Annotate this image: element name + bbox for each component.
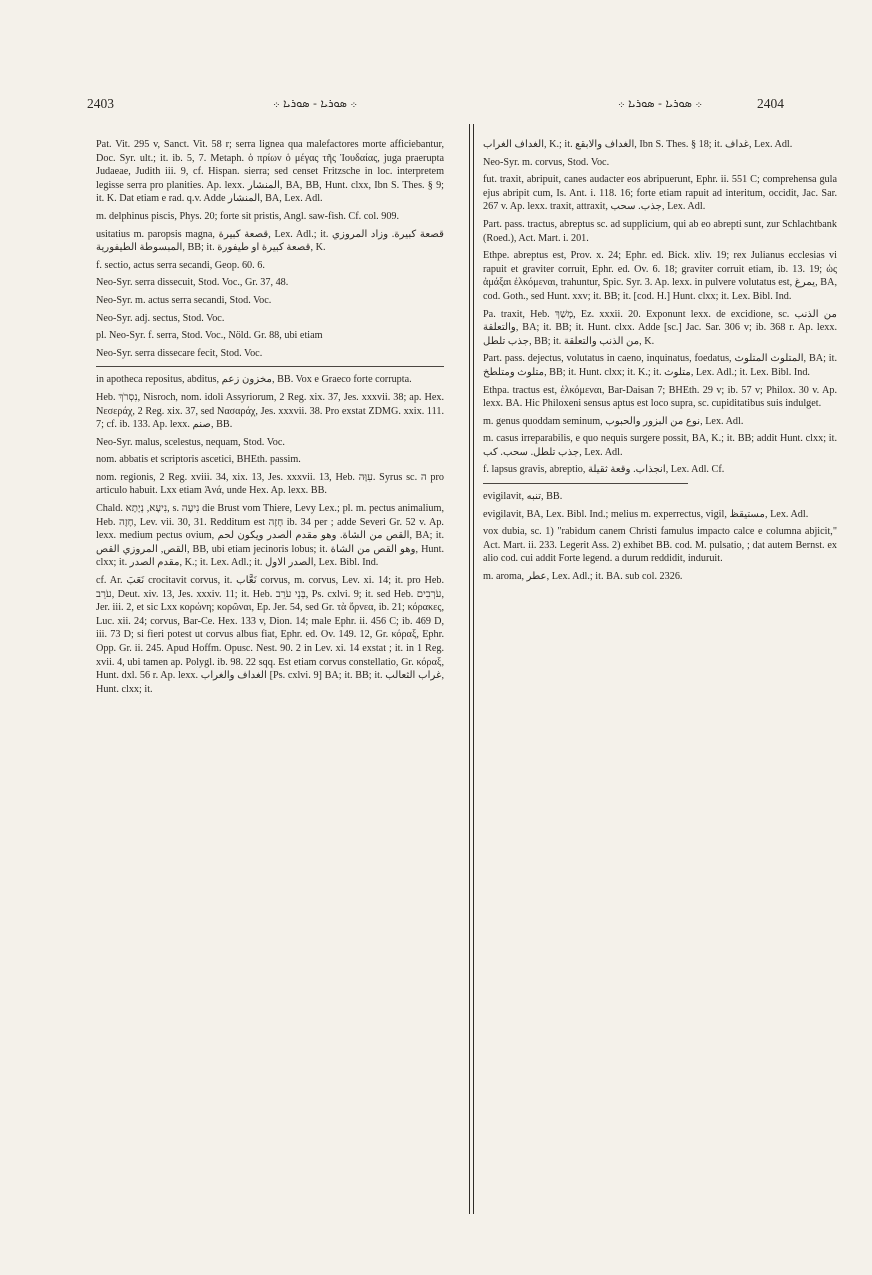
left-page-number: 2403 bbox=[87, 96, 114, 111]
dictionary-entry: Neo-Syr. m. actus serra secandi, Stod. Voc. bbox=[96, 294, 272, 306]
column-divider-rule-second bbox=[473, 124, 474, 1214]
dictionary-entry: f. sectio, actus serra secandi, Geop. 60. 6. bbox=[96, 259, 265, 271]
dictionary-entry: m. delphinus piscis, Phys. 20; forte sit pristis, Angl. saw-fish. Cf. col. 909. bbox=[96, 210, 400, 222]
dictionary-entry: الغداف الغراب, K.; it. الغداف والابقع, Ibn S. Thes. § 18; it. غداف, Lex. Adl. bbox=[483, 139, 793, 150]
dictionary-entry: evigilavit, BA, Lex. Bibl. Ind.; melius m. experrectus, vigil, مستيقظ, Lex. Adl. bbox=[483, 508, 809, 520]
page-header bbox=[0, 96, 872, 118]
right-column bbox=[483, 138, 837, 588]
dictionary-entry: Neo-Syr. malus, scelestus, nequam, Stod. Voc. bbox=[96, 436, 285, 448]
dictionary-entry: Ethpe. abreptus est, Prov. x. 24; Ephr. ed. Bick. xliv. 19; rex Julianus ecclesias vi rapuit et graviter corruit, Ephr. ed. Ov. 6. 18; graviter corruit etiam, ib. 13. 19; ὡς ἀμάξαι ἑλκόμεναι, trahuntur, Spic. Syr. 3. Ap. lexx. in pulvere volutatus est, يمرغ, BA, cod. Goth., sed Hunt. xxv; it. BB; it. [cod. H.] Hunt. clxx; it. Lex. Bibl. Ind. bbox=[483, 250, 837, 302]
dictionary-entry: vox dubia, sc. 1) "rabidum canem Christi famulus impacto calce e columna abjicit," Act. Mart. ii. 233. Legerit Ass. 2) exhibet BB. cod. M. pulsatio, ; dat autem Bernst. ex alio cod. cui addit Forte legend. a durum reddidit, induruit. bbox=[483, 526, 837, 565]
dictionary-entry: Neo-Syr. adj. sectus, Stod. Voc. bbox=[96, 312, 225, 324]
dictionary-entry: Neo-Syr. m. corvus, Stod. Voc. bbox=[483, 156, 610, 168]
dictionary-entry: Chald. נִיעָא, נְיָתָא, s. נִיעָה die Brust vom Thiere, Levy Lex.; pl. m. pectus animalium, Heb. חָזֶה, Lev. vii. 30, 31. Redditum est חָזֶה ib. 34 per ; adde Severi Gr. 52 v. Ap. lexx. medium pectus ovium, القص من الشاة. وهو مقدم الصدر ويكون لحم, BA; it. القص, المروزي القص, BB, ubi etiam jecinoris lobus; it. وهو القص من الشاة, Hunt. clxx; it. مقدم الصدر, K.; it. Lex. Adl.; it. الصدر الاول, Lex. Bibl. Ind. bbox=[96, 503, 444, 569]
dictionary-entry: f. lapsus gravis, abreptio, انجذاب. وقعة ثقيلة, Lex. Adl. Cf. bbox=[483, 464, 725, 476]
dictionary-entry: m. aroma, عطر, Lex. Adl.; it. BA. sub col. 2326. bbox=[483, 571, 683, 583]
dictionary-entry: fut. traxit, abripuit, canes audacter eos abripuerunt, Ephr. ii. 551 C; comprehensa gula ejus abripit cum, Is. Ant. i. 118. 16; forte etiam rapuit ad interitum, occidit, Jac. Sar. 267 v. Ap. lexx. traxit, attraxit, جذب. سحب, Lex. Adl. bbox=[483, 174, 837, 213]
dictionary-entry: Part. pass. tractus, abreptus sc. ad supplicium, qui ab eo abrepti sunt, zur Schlachtbank (Roed.), Act. Mart. i. 201. bbox=[483, 218, 837, 244]
dictionary-entry: usitatius m. paropsis magna, قصعة كبيرة, Lex. Adl.; it. قصعة كبيرة. وزاد المروزي المبسوطة الطيفورية, BB; it. قصعة كبيرة او طيفورة, K. bbox=[96, 228, 444, 254]
dictionary-entry: Neo-Syr. serra dissecare fecit, Stod. Voc. bbox=[96, 347, 263, 359]
section-rule bbox=[483, 483, 688, 484]
dictionary-entry: Neo-Syr. serra dissecuit, Stod. Voc., Gr. 37, 48. bbox=[96, 277, 289, 289]
dictionary-entry: Ethpa. tractus est, ἑλκόμεναι, Bar-Daisan 7; BHEth. 29 v; ib. 57 v; Philox. 30 v. Ap. lexx. BA. Hic Philoxeni sensus aptus est loco supra, sc. cupiditatibus suis indulget. bbox=[483, 384, 837, 410]
left-running-title: ܀ ܣܘܪܝܐ - ܣܘܪܝܐ ܀ bbox=[273, 97, 357, 110]
dictionary-entry: nom. abbatis et scriptoris ascetici, BHEth. passim. bbox=[96, 454, 301, 466]
dictionary-entry: Part. pass. dejectus, volutatus in caeno, inquinatus, foedatus, المتلوث المتلوث, BA; it. متلوث ومتلطخ, BB; it. Hunt. clxx; it. K.; it. متلوث, Lex. Adl.; it. Lex. Bibl. Ind. bbox=[483, 353, 837, 378]
dictionary-entry: m. genus quoddam seminum, نوع من البزور والحبوب, Lex. Adl. bbox=[483, 415, 744, 427]
dictionary-entry: evigilavit, تنبه, BB. bbox=[483, 491, 563, 503]
column-divider-rule bbox=[469, 124, 470, 1214]
left-column bbox=[96, 138, 444, 700]
right-page-number: 2404 bbox=[757, 96, 784, 111]
dictionary-entry: nom. regionis, 2 Reg. xviii. 34, xix. 13, Jes. xxxvii. 13, Heb. עִוָּה. Syrus sc. ה pro articulo habuit. Lxx etiam Ἀνά, unde Hex. Ap. lexx. BB. bbox=[96, 471, 444, 497]
dictionary-entry: cf. Ar. نَعَبَ crocitavit corvus, it. نَعَّاب corvus, m. corvus, Lev. xi. 14; it. pro Heb. עֹרֵב, Deut. xiv. 13, Jes. xxxiv. 11; it. Heb. בְּנֵי עֹרֵב, Ps. cxlvi. 9; it. sed Heb. עֹרְבִים, Jer. iii. 2, et sic Lxx κορώνη; κορῶναι, Ep. Jer. 54, sed Gr. τὰ ὄρνεα, ib. 21; κόρακες, Luc. xii. 24; corvus, Bar-Ce. Hex. 133 v, Dion. 14; male Ephr. ii. 456 C; ib. 469 D, iii. 73 D; si fieri potest ut corvus albus fiat, Ephr. ed. Ov. 149. 12, Gr. κόραξ, Ephr. Opp. Gr. ii. 245. Apud Hoffm. Opusc. Nest. 90. 2 in Lev. xi. 14 exstat ; it. in 1 Reg. xvii. 4, ubi tamen ap. Polygl. ib. 98. 22 sqq. Est etiam corvus constellatio, Gr. κόραξ, Hunt. dxl. 56 r. Ap. lexx. الغداف والغراب [Ps. cxlvi. 9] BA; it. BB; it. غراب الثعالب, Hunt. clxx; it. bbox=[96, 575, 445, 695]
dictionary-entry: Heb. נִסְרֹךְ, Nisroch, nom. idoli Assyriorum, 2 Reg. xix. 37, Jes. xxxvii. 38; ap. Hex. Νεσεράχ, 2 Reg. xix. 37, sed Νασαράχ, Jes. xxxvii. 38. Pro exstat ZDMG. xxix. 111. 7; cf. ib. 133. Ap. lexx. صنم, BB. bbox=[96, 391, 444, 431]
section-rule bbox=[96, 366, 444, 367]
dictionary-entry: pl. Neo-Syr. f. serra, Stod. Voc., Nöld. Gr. 88, ubi etiam bbox=[96, 330, 323, 342]
right-running-title: ܀ ܣܘܪܝܐ - ܣܘܪܝܐ ܀ bbox=[618, 97, 702, 110]
dictionary-entry: m. casus irreparabilis, e quo nequis surgere possit, BA, K.; it. BB; addit Hunt. clxx; it. جذب تلطل. سحب. كب, Lex. Adl. bbox=[483, 433, 837, 458]
dictionary-entry: Pat. Vit. 295 v, Sanct. Vit. 58 r; serra lignea qua malefactores morte afficiebantur, Doc. Syr. ult.; it. ib. 5, 7. Metaph. ὁ πρίων ὁ μέγας τῆς Ἰουδαίας, juga praerupta Judaeae, Judith iii. 9, cf. Hispan. sierra; sed censet Fritzsche in loc. interpretem legisse serra pro planities. Ap. lexx. المنشار, BA, BB, Hunt. clxx, Ibn S. Thes. § 9; it. K. Dat etiam e rad. q.v. Adde المنشار, BA, Lex. Adl. bbox=[96, 139, 444, 205]
dictionary-entry: Pa. traxit, Heb. מָשַׁךְ, Ez. xxxii. 20. Exponunt lexx. de excidione, sc. من الذنب والتعلقة, BA; it. BB; it. Hunt. clxx. Adde [sc.] Jac. Sar. 306 v; ib. 368 r. Ap. lexx. جذب تلطل, BB; it. من الذنب والتعلقة, K. bbox=[483, 308, 837, 347]
dictionary-entry: in apotheca repositus, abditus, مخزون زعم, BB. Vox e Graeco forte corrupta. bbox=[96, 374, 412, 386]
